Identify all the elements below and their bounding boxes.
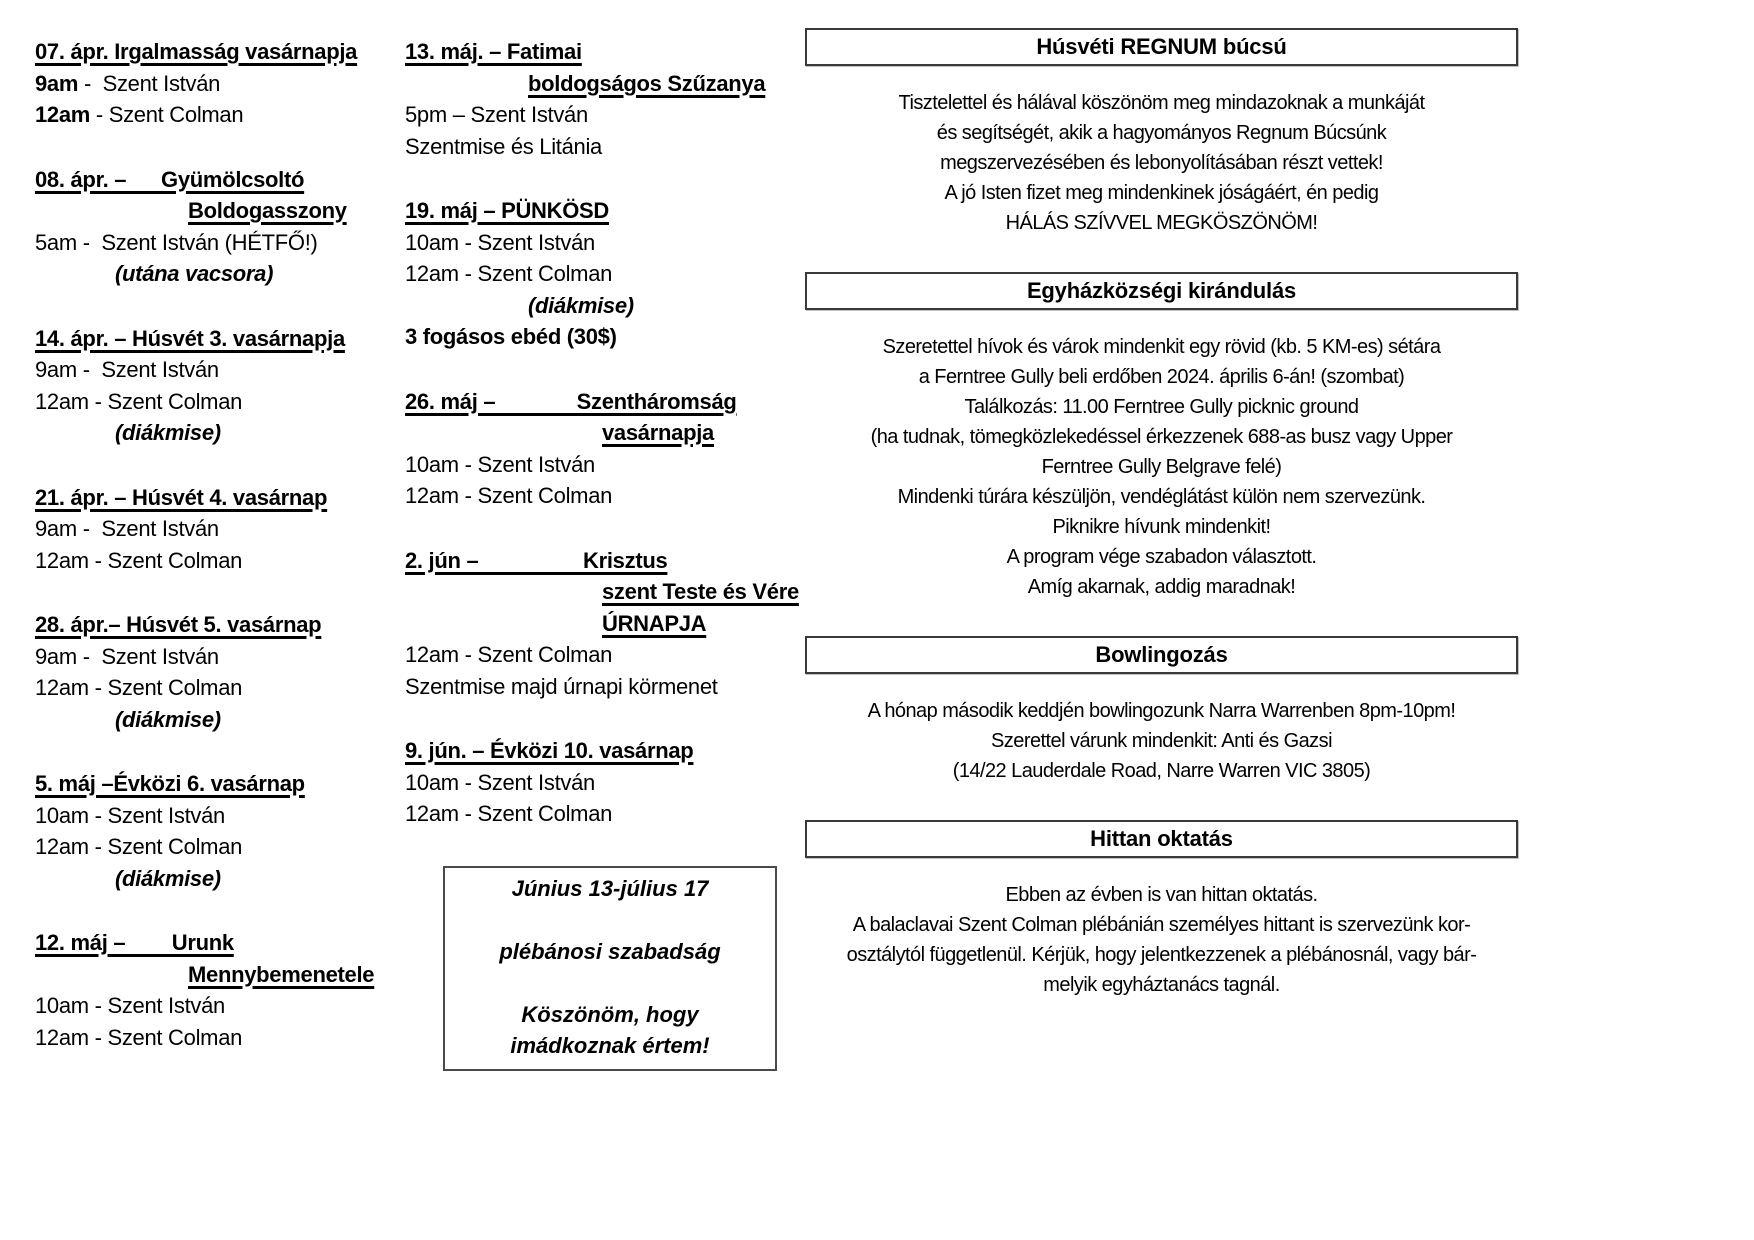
paragraph-line: Szeretettel hívok és várok mindenkit egy rövid (kb. 5 KM-es) sétára	[882, 336, 1441, 358]
mass-schedule-column-2	[405, 36, 799, 1071]
paragraph-line: megszervezésében és lebonyolításában részt vettek!	[940, 152, 1383, 174]
schedule-mass-line: 12am - Szent Colman	[405, 483, 613, 508]
schedule-mass-line: Szentmise majd úrnapi körmenet	[405, 673, 718, 699]
paragraph-line: Ebben az évben is van hittan oktatás.	[1005, 884, 1318, 906]
schedule-mass-line: 12am - Szent Colman	[35, 834, 243, 859]
paragraph-line: Ferntree Gully Belgrave felé)	[1041, 456, 1282, 478]
schedule-mass-line: 5pm – Szent István	[405, 102, 588, 127]
schedule-extra-line: 3 fogásos ebéd (30$)	[405, 324, 617, 349]
schedule-date-heading: 13. máj. – Fatimai	[405, 39, 582, 64]
schedule-entry	[405, 36, 780, 162]
paragraph-line: (14/22 Lauderdale Road, Narre Warren VIC 3805)	[952, 760, 1371, 782]
section-title: Húsvéti REGNUM búcsú	[1036, 34, 1287, 59]
schedule-date-heading-cont: ÚRNAPJA	[602, 610, 707, 636]
section-title-box	[805, 28, 1518, 66]
schedule-entry	[405, 386, 780, 512]
schedule-mass-line: 10am - Szent István	[35, 802, 225, 828]
announcement-section	[805, 28, 1518, 238]
schedule-note: (diákmise)	[528, 292, 634, 318]
schedule-entry	[35, 768, 400, 894]
schedule-date-heading: 14. ápr. – Húsvét 3. vasárnapja	[35, 325, 345, 351]
schedule-mass-line: 12am - Szent Colman	[35, 547, 243, 573]
schedule-date-heading: 21. ápr. – Húsvét 4. vasárnap	[35, 484, 328, 510]
schedule-date-heading-cont: szent Teste és Vére	[602, 579, 799, 604]
schedule-mass-line: 12am - Szent Colman	[35, 1024, 243, 1050]
vacation-notice-box	[443, 866, 777, 1071]
time-label: 12am	[35, 102, 91, 127]
section-paragraph	[805, 332, 1518, 602]
section-title: Hittan oktatás	[1090, 826, 1233, 851]
vacation-line	[445, 904, 775, 936]
paragraph-line: Mindenki túrára készüljön, vendéglátást külön nem szervezünk.	[897, 486, 1426, 508]
vacation-line	[445, 967, 775, 999]
section-paragraph	[805, 88, 1518, 238]
schedule-entry	[35, 323, 400, 449]
schedule-entry	[405, 545, 799, 703]
schedule-mass-line: 12am - Szent Colman	[405, 801, 613, 826]
schedule-note: (diákmise)	[115, 865, 221, 891]
paragraph-line: Amíg akarnak, addig maradnak!	[1027, 576, 1296, 598]
schedule-mass-line: 9am - Szent István	[35, 643, 219, 669]
vacation-line: imádkoznak értem!	[510, 1033, 710, 1058]
schedule-entry	[35, 927, 400, 1053]
vacation-line: Június 13-július 17	[511, 875, 709, 901]
schedule-mass-line: 10am - Szent István	[35, 993, 225, 1018]
schedule-mass-line: 10am - Szent István	[405, 769, 595, 795]
paragraph-line: melyik egyháztanács tagnál.	[1043, 974, 1280, 996]
schedule-date-heading: 12. máj – Urunk	[35, 930, 234, 955]
paragraph-line: és segítségét, akik a hagyományos Regnum Búcsúnk	[936, 122, 1387, 144]
schedule-mass-line: 5am - Szent István (HÉTFŐ!)	[35, 229, 318, 255]
schedule-mass-line: 10am - Szent István	[405, 229, 595, 255]
mass-location-label: - Szent Colman	[90, 102, 244, 127]
mass-location-label: - Szent István	[78, 70, 221, 96]
schedule-mass-line: 10am - Szent István	[405, 451, 595, 477]
schedule-mass-line: 12am - Szent Colman	[405, 261, 613, 286]
schedule-date-heading: 28. ápr.– Húsvét 5. vasárnap	[35, 612, 322, 637]
announcement-section	[805, 272, 1518, 602]
paragraph-line: Szerettel várunk mindenkit: Anti és Gazsi	[991, 730, 1332, 752]
schedule-date-heading-cont: boldogságos Szűzanya	[528, 70, 766, 96]
section-title-box	[805, 820, 1518, 858]
schedule-date-heading: 5. máj –Évközi 6. vasárnap	[35, 771, 305, 796]
paragraph-line: (ha tudnak, tömegközlekedéssel érkezzenek 688-as busz vagy Upper	[870, 426, 1453, 448]
schedule-date-heading-cont: Boldogasszony	[188, 198, 347, 223]
section-title-box	[805, 272, 1518, 310]
schedule-date-heading: 2. jún – Krisztus	[405, 547, 668, 573]
schedule-date-heading: 26. máj – Szentháromság	[405, 388, 737, 414]
schedule-date-heading-cont: Mennybemenetele	[188, 961, 375, 987]
paragraph-line: HÁLÁS SZÍVVEL MEGKÖSZÖNÖM!	[1005, 212, 1318, 234]
paragraph-line: Találkozás: 11.00 Ferntree Gully picknic ground	[964, 396, 1359, 418]
schedule-mass-line	[35, 99, 400, 131]
schedule-date-heading: 07. ápr. Irgalmasság vasárnapja	[35, 39, 358, 64]
paragraph-line: Tisztelettel és hálával köszönöm meg mindazoknak a munkáját	[898, 92, 1425, 114]
schedule-mass-line	[35, 68, 400, 100]
paragraph-line: A balaclavai Szent Colman plébánián személyes hittant is szervezünk kor-	[852, 914, 1471, 936]
schedule-mass-line: 9am - Szent István	[35, 516, 219, 541]
paragraph-line: A program vége szabadon választott.	[1006, 546, 1317, 568]
section-title: Egyházközségi kirándulás	[1026, 278, 1297, 303]
schedule-date-heading: 19. máj – PÜNKÖSD	[405, 198, 609, 223]
schedule-entry	[35, 36, 400, 131]
schedule-mass-line: 12am - Szent Colman	[35, 388, 243, 414]
schedule-mass-line: 12am - Szent Colman	[35, 675, 243, 700]
paragraph-line: osztálytól függetlenül. Kérjük, hogy jelentkezzenek a plébánosnál, vagy bár-	[846, 944, 1477, 966]
section-title: Bowlingozás	[1095, 642, 1228, 667]
schedule-entry	[35, 482, 400, 577]
announcement-section	[805, 820, 1518, 1000]
schedule-mass-line: Szentmise és Litánia	[405, 133, 602, 159]
schedule-date-heading: 9. jún. – Évközi 10. vasárnap	[405, 738, 694, 763]
schedule-note: (diákmise)	[115, 420, 221, 445]
mass-schedule-entries	[405, 36, 799, 830]
section-paragraph	[805, 696, 1518, 786]
time-label: 9am	[35, 70, 79, 96]
vacation-line: Köszönöm, hogy	[521, 1001, 699, 1027]
schedule-mass-line: 9am - Szent István	[35, 357, 219, 382]
schedule-mass-line: 12am - Szent Colman	[405, 642, 613, 667]
paragraph-line: a Ferntree Gully beli erdőben 2024. április 6-án! (szombat)	[918, 366, 1405, 388]
schedule-entry	[35, 164, 400, 290]
announcements-column	[805, 28, 1518, 1000]
announcement-section	[805, 636, 1518, 786]
schedule-entry	[35, 609, 400, 735]
schedule-note: (utána vacsora)	[115, 261, 274, 286]
schedule-entry	[405, 735, 780, 830]
schedule-note: (diákmise)	[115, 706, 221, 732]
schedule-date-heading: 08. ápr. – Gyümölcsoltó	[35, 166, 305, 192]
vacation-line: plébánosi szabadság	[499, 938, 721, 964]
schedule-entry	[405, 195, 780, 353]
paragraph-line: Piknikre hívunk mindenkit!	[1052, 516, 1271, 538]
schedule-date-heading-cont: vasárnapja	[602, 420, 714, 445]
paragraph-line: A jó Isten fizet meg mindenkinek jóságáért, én pedig	[944, 182, 1379, 204]
section-paragraph	[805, 880, 1518, 1000]
section-title-box	[805, 636, 1518, 674]
paragraph-line: A hónap második keddjén bowlingozunk Narra Warrenben 8pm-10pm!	[867, 700, 1456, 722]
mass-schedule-column-1	[35, 36, 400, 1086]
